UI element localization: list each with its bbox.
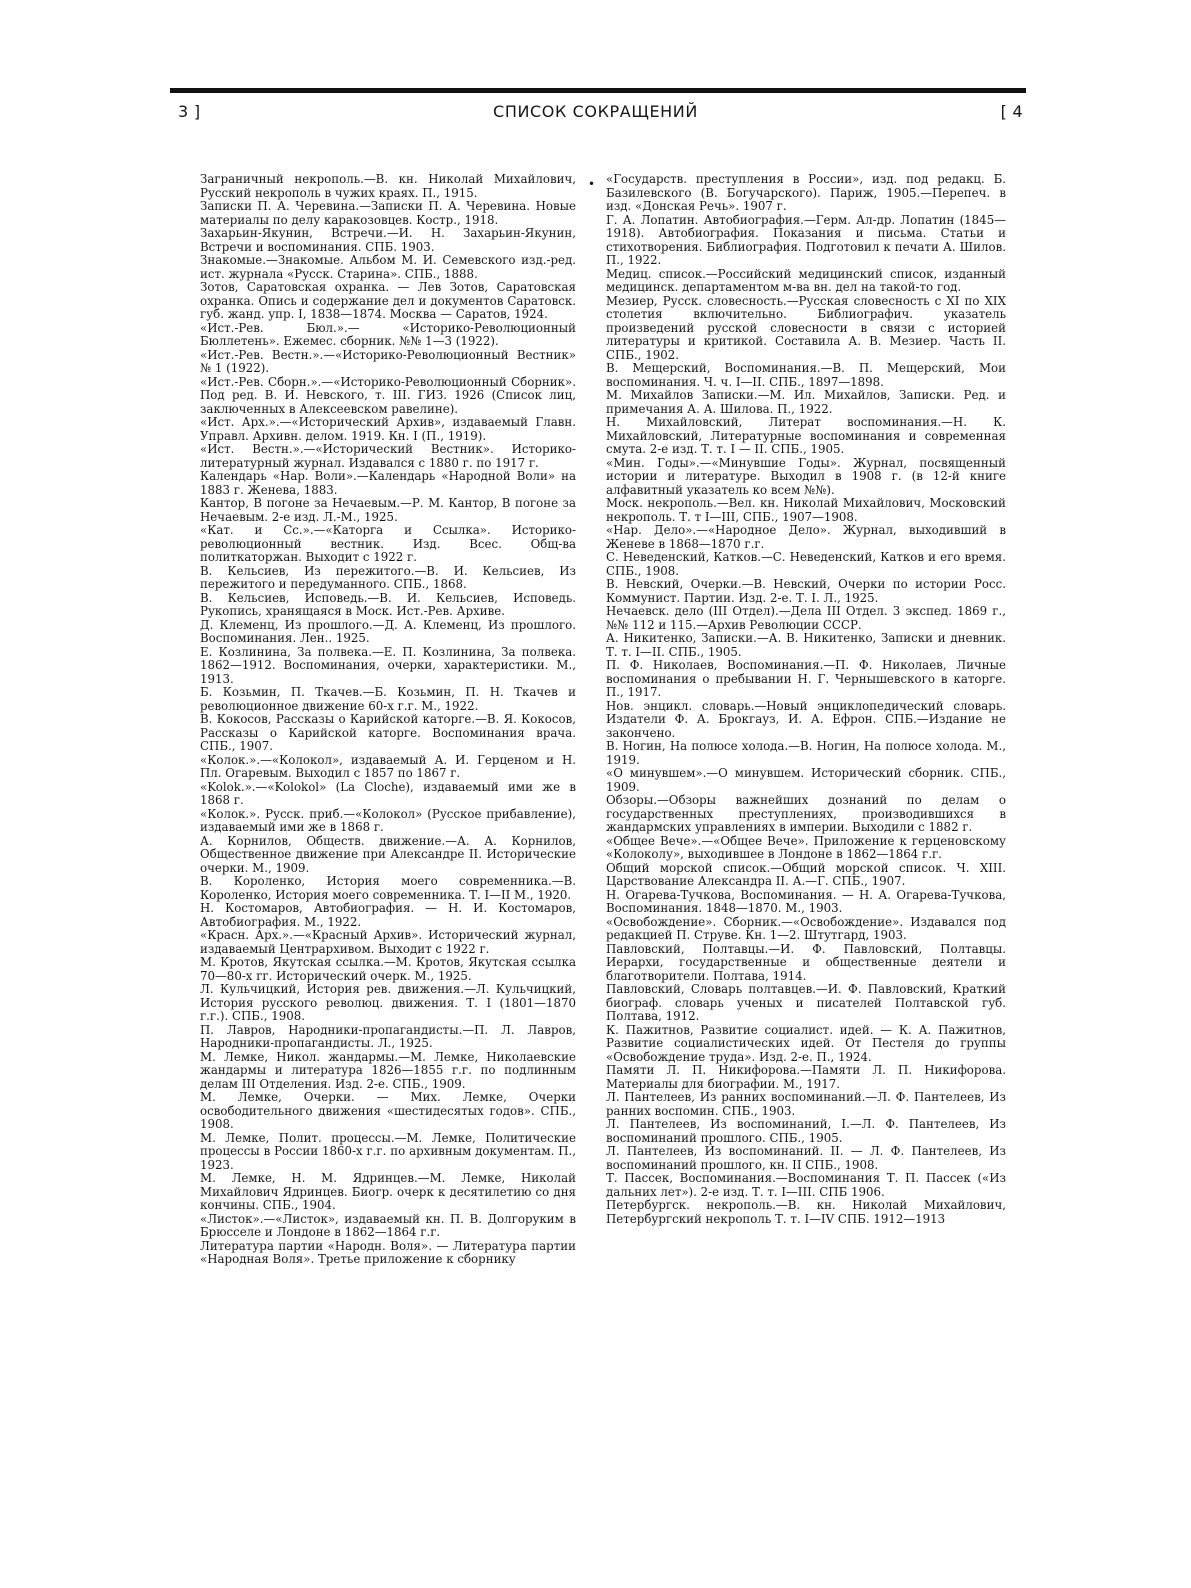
abbreviation-entry: Записки П. А. Черевина.—Записки П. А. Черевина. Новые материалы по делу каракозовцев. Костр., 1918.	[200, 199, 576, 227]
abbreviation-entry: «Ист. Вестн.».—«Исторический Вестник». Историко-литературный журнал. Издавался с 1880 г. по 1917 г.	[200, 442, 576, 470]
abbreviation-entry: М. Лемке, Н. М. Ядринцев.—М. Лемке, Николай Михайлович Ядринцев. Биогр. очерк к десятилетию со дня кончины. СПБ., 1904.	[200, 1171, 576, 1212]
abbreviation-entry: Литература партии «Народн. Воля». — Литература партии «Народная Воля». Третье приложение к сборнику	[200, 1238, 576, 1266]
abbreviation-entry: Захарьин-Якунин, Встречи.—И. Н. Захарьин-Якунин, Встречи и воспоминания. СПБ. 1903.	[200, 226, 576, 254]
abbreviation-entry: «Государств. преступления в России», изд. под редакц. Б. Базилевского (В. Богучарского). Париж, 1905.—Перепеч. в изд. «Донская Речь». 1907 г.	[606, 172, 1006, 213]
abbreviation-entry: «Ист. Арх.».—«Исторический Архив», издаваемый Главн. Управл. Архивн. делом. 1919. Кн. I (П., 1919).	[200, 415, 576, 443]
abbreviation-entry: В. Кокосов, Рассказы о Карийской каторге.—В. Я. Кокосов, Рассказы о Карийской каторге. Воспоминания врача. СПБ., 1907.	[200, 712, 576, 753]
abbreviation-entry: М. Лемке, Никол. жандармы.—М. Лемке, Николаевские жандармы и литература 1826—1855 г.г. по подлинным делам III Отделения. Изд. 2-е. СПБ., 1909.	[200, 1049, 576, 1091]
abbreviation-entry: Т. Пассек, Воспоминания.—Воспоминания Т. П. Пассек («Из дальних лет»). 2-е изд. Т. т. I—III. СПБ 1906.	[606, 1171, 1006, 1199]
abbreviation-entry: В. Ногин, На полюсе холода.—В. Ногин, На полюсе холода. М., 1919.	[606, 739, 1006, 767]
header-rule	[170, 88, 1026, 93]
abbreviation-entry: А. Никитенко, Записки.—А. В. Никитенко, Записки и дневник. Т. т. I—II. СПБ., 1905.	[606, 631, 1006, 659]
abbreviation-entry: Кантор, В погоне за Нечаевым.—Р. М. Кантор, В погоне за Нечаевым. 2-е изд. Л.-М., 1925.	[200, 496, 576, 524]
abbreviation-entry: «Общее Вече».—«Общее Вече». Приложение к герценовскому «Колоколу», выходившее в Лондоне в 1862—1864 г.г.	[606, 833, 1006, 861]
abbreviation-entry: Павловский, Полтавцы.—И. Ф. Павловский, Полтавцы. Иерархи, государственные и общественные деятели и благотворители. Полтава, 1914.	[606, 941, 1006, 983]
abbreviation-entry: А. Корнилов, Обществ. движение.—А. А. Корнилов, Общественное движение при Александре II. Исторические очерки. М., 1909.	[200, 833, 576, 875]
left-column	[200, 173, 576, 1267]
abbreviation-entry: «О минувшем».—О минувшем. Исторический сборник. СПБ., 1909.	[606, 766, 1006, 794]
abbreviation-entry: П. Лавров, Народники-пропагандисты.—П. Л. Лавров, Народники-пропагандисты. Л., 1925.	[200, 1022, 576, 1050]
abbreviation-entry: С. Неведенский, Катков.—С. Неведенский, Катков и его время. СПБ., 1908.	[606, 550, 1006, 578]
abbreviation-entry: «Ист.-Рев. Бюл.».— «Историко-Революционный Бюллетень». Ежемес. сборник. №№ 1—3 (1922).	[200, 320, 576, 348]
abbreviation-entry: Знакомые.—Знакомые. Альбом М. И. Семевского изд.-ред. ист. журнала «Русск. Старина». СПБ., 1888.	[200, 253, 576, 281]
abbreviation-entry: Б. Козьмин, П. Ткачев.—Б. Козьмин, П. Н. Ткачев и революционное движение 60-х г.г. М., 1922.	[200, 685, 576, 713]
abbreviation-entry: Заграничный некрополь.—В. кн. Николай Михайлович, Русский некрополь в чужих краях. П., 1915.	[200, 172, 576, 200]
abbreviation-entry: В. Кельсиев, Исповедь.—В. И. Кельсиев, Исповедь. Рукопись, хранящаяся в Моск. Ист.-Рев. Архиве.	[200, 590, 576, 618]
abbreviation-entry: Л. Пантелеев, Из воспоминаний, I.—Л. Ф. Пантелеев, Из воспоминаний прошлого. СПБ., 1905.	[606, 1117, 1006, 1145]
abbreviation-entry: П. Ф. Николаев, Воспоминания.—П. Ф. Николаев, Личные воспоминания о пребывании Н. Г. Чернышевского в каторге. П., 1917.	[606, 658, 1006, 699]
abbreviation-entry: Л. Пантелеев, Из ранних воспоминаний.—Л. Ф. Пантелеев, Из ранних воспомин. СПБ., 1903.	[606, 1090, 1006, 1118]
abbreviation-entry: Л. Кульчицкий, История рев. движения.—Л. Кульчицкий, История русского революц. движения. Т. I (1801—1870 г.г.). СПБ., 1908.	[200, 982, 576, 1023]
abbreviation-entry: М. Лемке, Очерки. — Мих. Лемке, Очерки освободительного движения «шестидесятых годов». СПБ., 1908.	[200, 1090, 576, 1131]
abbreviation-entry: Медиц. список.—Российский медицинский список, изданный медицинск. департаментом м-ва вн. дел на такой-то год.	[606, 266, 1006, 294]
abbreviation-entry: Д. Клеменц, Из прошлого.—Д. А. Клеменц, Из прошлого. Воспоминания. Лен.. 1925.	[200, 617, 576, 645]
abbreviation-entry: Обзоры.—Обзоры важнейших дознаний по делам о государственных преступлениях, производившихся в жандармских управлениях в империи. Выходили с 1882 г.	[606, 793, 1006, 834]
abbreviation-entry: Общий морской список.—Общий морской список. Ч. XIII. Царствование Александра II. А.—Г. СПБ., 1907.	[606, 860, 1006, 888]
abbreviation-entry: Петербургск. некрополь.—В. кн. Николай Михайлович, Петербургский некрополь Т. т. I—IV СПБ. 1912—1913	[606, 1198, 1006, 1226]
abbreviation-entry: Зотов, Саратовская охранка. — Лев Зотов, Саратовская охранка. Опись и содержание дел и документов Саратовск. губ. жанд. упр. I, 1838—1874. Москва — Саратов, 1924.	[200, 280, 576, 321]
abbreviation-entry: «Листок».—«Листок», издаваемый кн. П. В. Долгоруким в Брюсселе и Лондоне в 1862—1864 г.г.	[200, 1211, 576, 1239]
abbreviation-entry: Н. Михайловский, Литерат воспоминания.—Н. К. Михайловский, Литературные воспоминания и современная смута. 2-е изд. Т. т. I — II. СПБ., 1905.	[606, 415, 1006, 456]
abbreviation-entry: «Kolok.».—«Kolokol» (La Cloche), издаваемый ими же в 1868 г.	[200, 779, 576, 807]
abbreviation-entry: М. Кротов, Якутская ссылка.—М. Кротов, Якутская ссылка 70—80-х гг. Исторический очерк. М., 1925.	[200, 955, 576, 983]
abbreviation-entry: «Ист.-Рев. Сборн.».—«Историко-Революционный Сборник». Под ред. В. И. Невского, т. III. ГИЗ. 1926 (Список лиц, заключенных в Алексеевском равелине).	[200, 374, 576, 416]
abbreviation-entry: М. Михайлов Записки.—М. Ил. Михайлов, Записки. Ред. и примечания А. А. Шилова. П., 1922.	[606, 388, 1006, 416]
abbreviation-entry: Моск. некрополь.—Вел. кн. Николай Михайлович, Московский некрополь. Т. т I—III, СПБ., 1907—1908.	[606, 496, 1006, 524]
abbreviation-entry: В. Короленко, История моего современника.—В. Короленко, История моего современника. Т. I—II М., 1920.	[200, 874, 576, 902]
abbreviation-entry: Павловский, Словарь полтавцев.—И. Ф. Павловский, Краткий биограф. словарь ученых и писателей Полтавской губ. Полтава, 1912.	[606, 982, 1006, 1023]
abbreviation-entry: «Колок.». Русск. приб.—«Колокол» (Русское прибавление), издаваемый ими же в 1868 г.	[200, 806, 576, 834]
abbreviation-entry: Нечаевск. дело (III Отдел).—Дела III Отдел. 3 экспед. 1869 г., №№ 112 и 115.—Архив Революции СССР.	[606, 604, 1006, 632]
abbreviation-entry: «Ист.-Рев. Вестн.».—«Историко-Революционный Вестник» № 1 (1922).	[200, 347, 576, 375]
abbreviation-entry: Мезиер, Русск. словесность.—Русская словесность с XI по XIX столетия включительно. Библиографич. указатель произведений русской словесности в связи с историей литературы и критикой. Составила А. В. Мезиер. Часть II. СПБ., 1902.	[606, 293, 1006, 362]
right-column	[606, 173, 1006, 1226]
abbreviation-entry: «Красн. Арх.».—«Красный Архив». Исторический журнал, издаваемый Центрархивом. Выходит с 1922 г.	[200, 928, 576, 956]
abbreviation-entry: «Мин. Годы».—«Минувшие Годы». Журнал, посвященный истории и литературе. Выходил в 1908 г. (в 12-й книге алфавитный указатель ко всем №№).	[606, 455, 1006, 497]
abbreviation-entry: Е. Козлинина, За полвека.—Е. П. Козлинина, За полвека. 1862—1912. Воспоминания, очерки, характеристики. М., 1913.	[200, 644, 576, 686]
abbreviation-entry: М. Лемке, Полит. процессы.—М. Лемке, Политические процессы в России 1860-х г.г. по архивным документам. П., 1923.	[200, 1130, 576, 1172]
abbreviation-entry: В. Мещерский, Воспоминания.—В. П. Мещерский, Мои воспоминания. Ч. ч. I—II. СПБ., 1897—1898.	[606, 361, 1006, 389]
page-title: СПИСОК СОКРАЩЕНИЙ	[493, 102, 698, 121]
page-number-right: [ 4	[1000, 102, 1023, 121]
abbreviation-entry: Л. Пантелеев, Из воспоминаний. II. — Л. Ф. Пантелеев, Из воспоминаний прошлого, кн. II СПБ., 1908.	[606, 1144, 1006, 1172]
margin-dot: •	[588, 177, 596, 191]
abbreviation-entry: Н. Костомаров, Автобиография. — Н. И. Костомаров, Автобиография. М., 1922.	[200, 901, 576, 929]
abbreviation-entry: «Колок.».—«Колокол», издаваемый А. И. Герценом и Н. Пл. Огаревым. Выходил с 1857 по 1867 г.	[200, 752, 576, 780]
abbreviation-entry: Нов. энцикл. словарь.—Новый энциклопедический словарь. Издатели Ф. А. Брокгауз, И. А. Ефрон. СПБ.—Издание не закончено.	[606, 698, 1006, 740]
abbreviation-entry: К. Пажитнов, Развитие социалист. идей. — К. А. Пажитнов, Развитие социалистических идей. От Пестеля до группы «Освобождение труда». Изд. 2-е. П., 1924.	[606, 1022, 1006, 1064]
abbreviation-entry: «Нар. Дело».—«Народное Дело». Журнал, выходивший в Женеве в 1868—1870 г.г.	[606, 523, 1006, 551]
abbreviation-entry: «Освобождение». Сборник.—«Освобождение». Издавался под редакцией П. Струве. Кн. 1—2. Штутгард, 1903.	[606, 914, 1006, 942]
page-number-left: 3 ]	[178, 102, 201, 121]
abbreviation-entry: Н. Огарева-Тучкова, Воспоминания. — Н. А. Огарева-Тучкова, Воспоминания. 1848—1870. М., 1903.	[606, 887, 1006, 915]
abbreviation-entry: «Кат. и Сс.».—«Каторга и Ссылка». Историко-революционный вестник. Изд. Всес. Общ-ва политкаторжан. Выходит с 1922 г.	[200, 523, 576, 564]
abbreviation-entry: Памяти Л. П. Никифорова.—Памяти Л. П. Никифорова. Материалы для биографии. М., 1917.	[606, 1063, 1006, 1091]
abbreviation-entry: В. Невский, Очерки.—В. Невский, Очерки по истории Росс. Коммунист. Партии. Изд. 2-е. Т. I. Л., 1925.	[606, 577, 1006, 605]
abbreviation-entry: Г. А. Лопатин. Автобиография.—Герм. Ал-др. Лопатин (1845—1918). Автобиография. Показания и письма. Статьи и стихотворения. Библиография. Подготовил к печати А. Шилов. П., 1922.	[606, 212, 1006, 267]
abbreviation-entry: В. Кельсиев, Из пережитого.—В. И. Кельсиев, Из пережитого и передуманного. СПБ., 1868.	[200, 563, 576, 591]
abbreviation-entry: Календарь «Нар. Воли».—Календарь «Народной Воли» на 1883 г. Женева, 1883.	[200, 469, 576, 497]
